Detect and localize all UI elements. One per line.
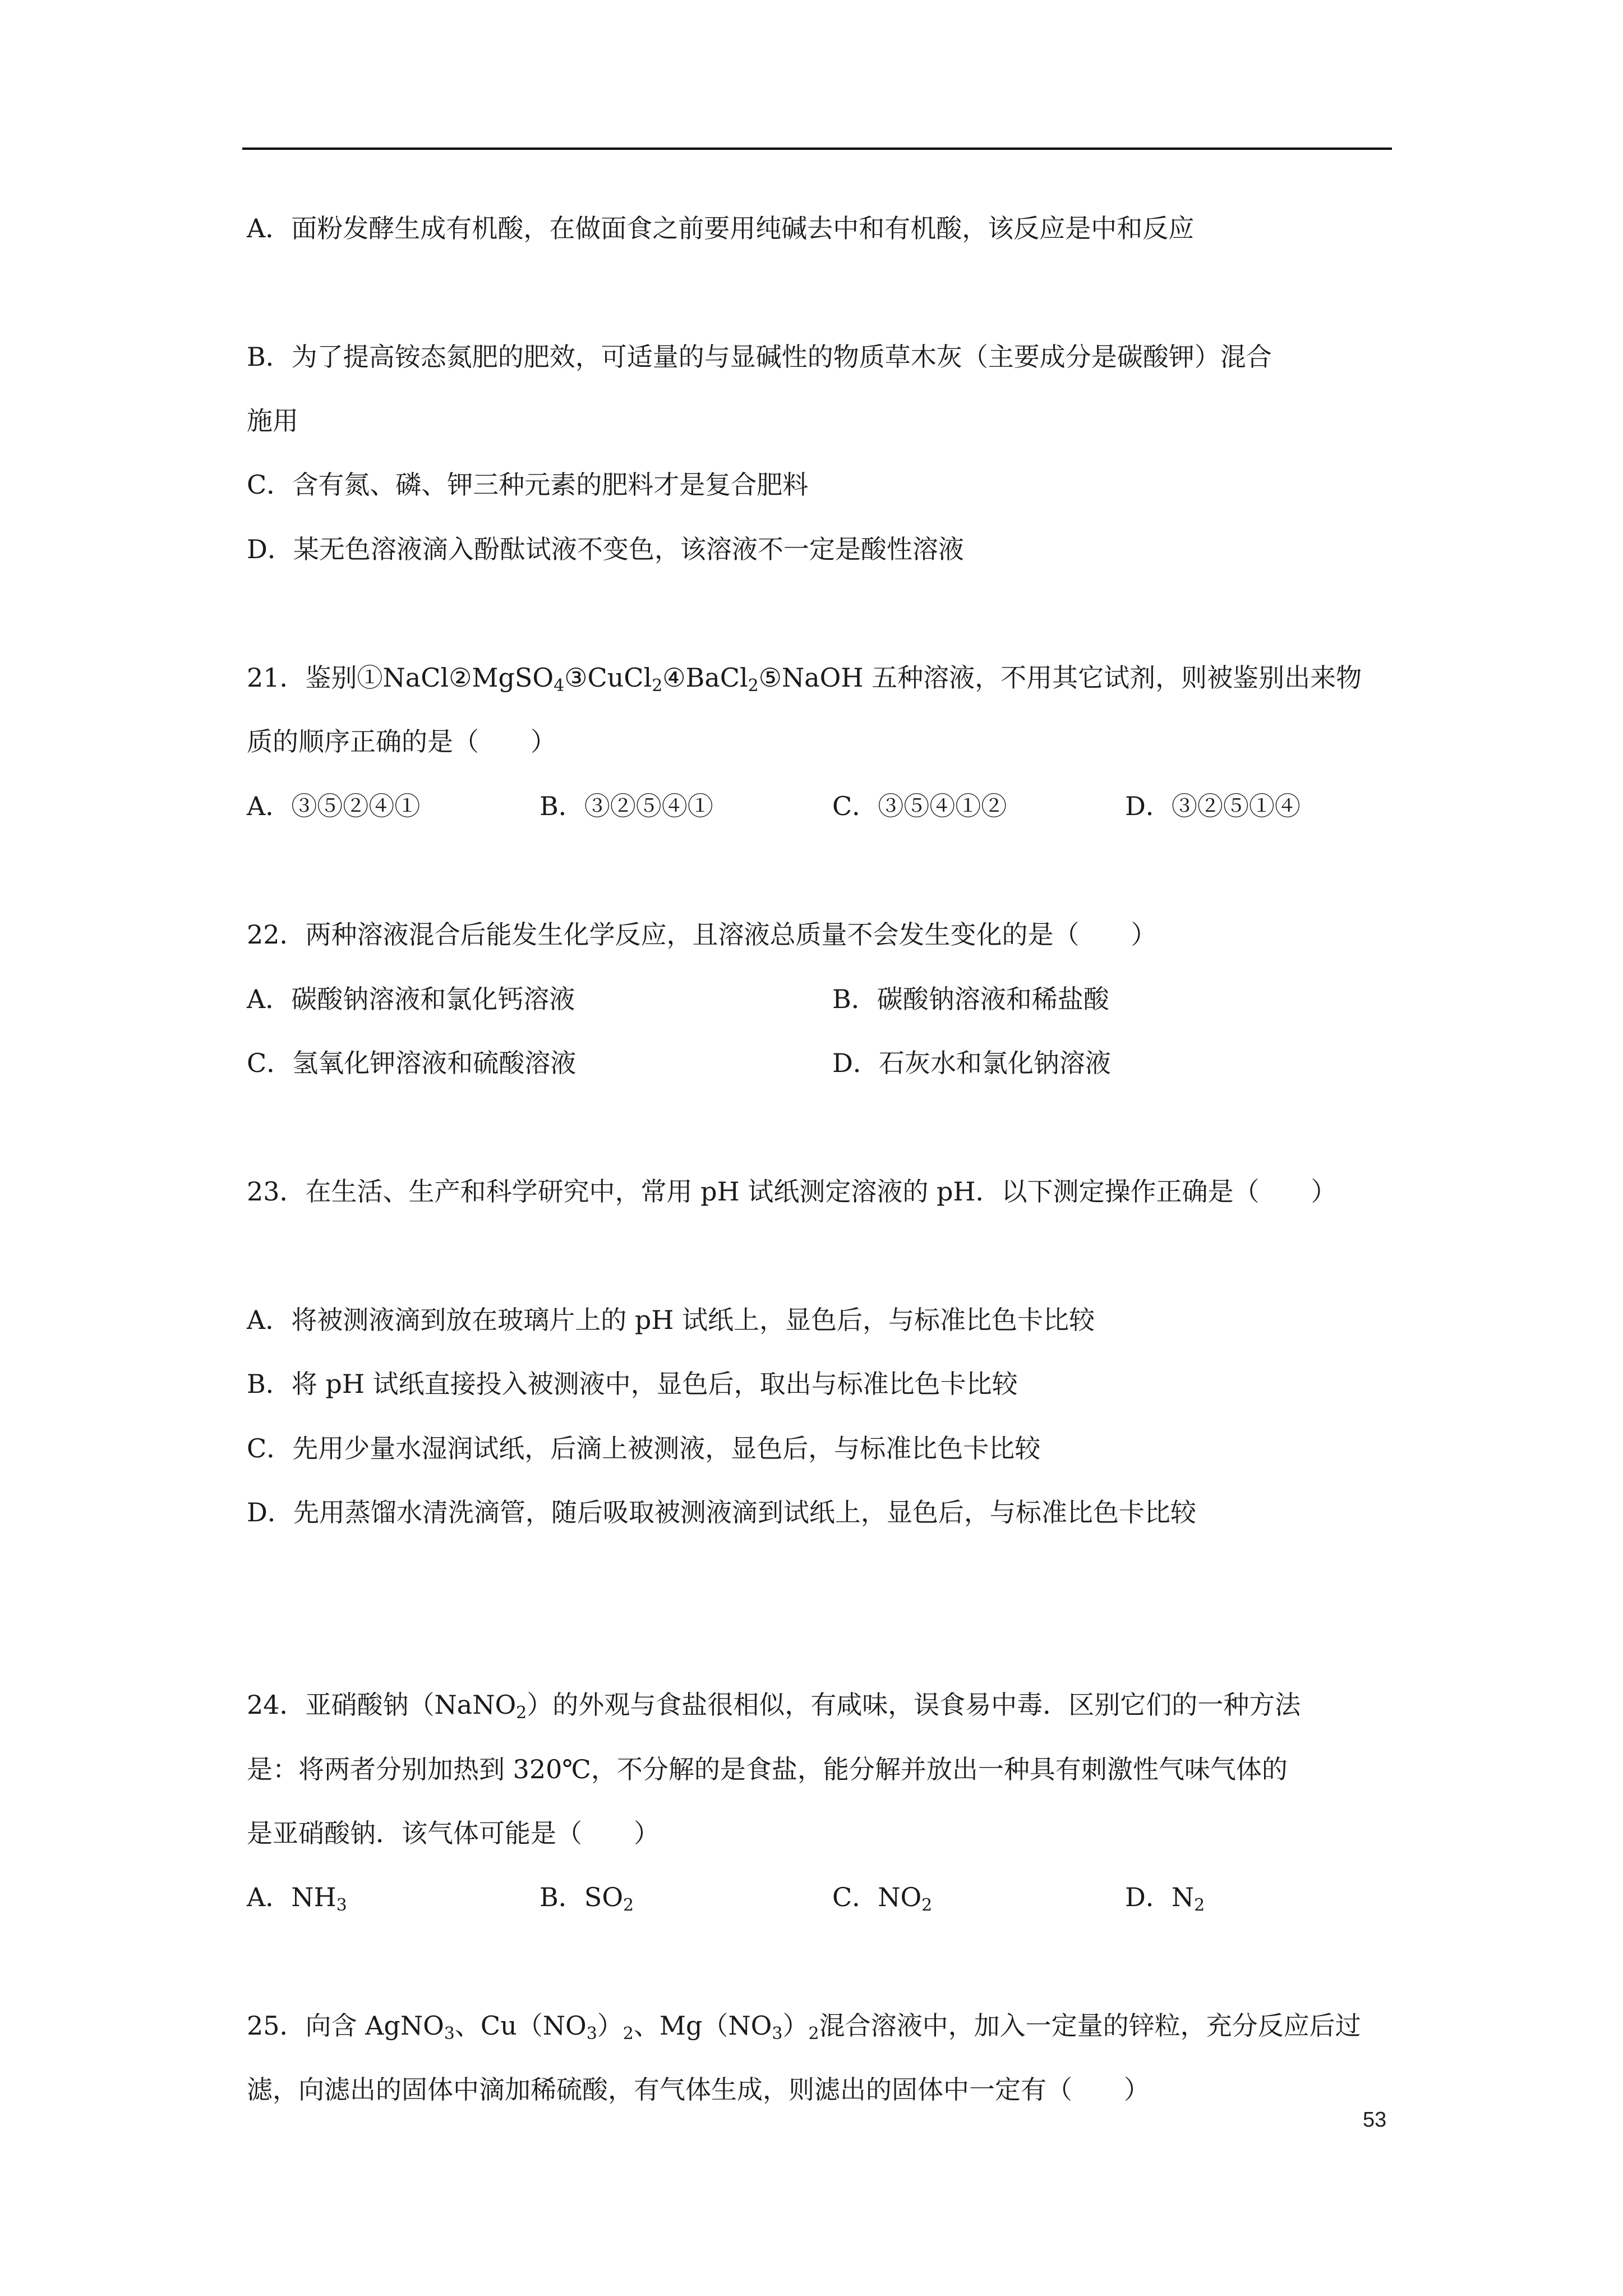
page-number: 53 (1363, 2108, 1387, 2132)
q21-option-d: D．③②⑤①④ (1125, 791, 1301, 821)
q23-stem: 23．在生活、生产和科学研究中，常用 pH 试纸测定溶液的 pH．以下测定操作正确是（ ） (247, 1176, 1337, 1207)
q24-option-d: D．$N_2$ (1125, 1882, 1205, 1915)
q23-option-c: C．先用少量水湿润试纸，后滴上被测液，显色后，与标准比色卡比较 (247, 1433, 1041, 1464)
q24-option-c: C．$NO_2$ (832, 1882, 933, 1915)
q22-option-c: C．氢氧化钾溶液和硫酸溶液 (247, 1048, 577, 1078)
q24-stem-line2: 是：将两者分别加热到 320℃，不分解的是食盐，能分解并放出一种具有刺激性气味气体的 (247, 1754, 1288, 1784)
q21-option-c: C．③⑤④①② (832, 791, 1007, 821)
q25-stem-line2: 滤，向滤出的固体中滴加稀硫酸，有气体生成，则滤出的固体中一定有（ ） (247, 2074, 1150, 2105)
q22-option-a: A．碳酸钠溶液和氯化钙溶液 (247, 984, 575, 1014)
prev-option-a: A．面粉发酵生成有机酸，在做面食之前要用纯碱去中和有机酸，该反应是中和反应 (247, 213, 1195, 243)
prev-option-b-line1: B．为了提高铵态氮肥的肥效，可适量的与显碱性的物质草木灰（主要成分是碳酸钾）混合 (247, 342, 1272, 372)
q23-option-b: B．将 pH 试纸直接投入被测液中，显色后，取出与标准比色卡比较 (247, 1369, 1018, 1399)
q24-stem-line3: 是亚硝酸钠．该气体可能是（ ） (247, 1818, 660, 1848)
q22-option-d: D．石灰水和氯化钠溶液 (832, 1048, 1111, 1078)
prev-option-c: C．含有氮、磷、钾三种元素的肥料才是复合肥料 (247, 470, 809, 500)
q22-option-b: B．碳酸钠溶液和稀盐酸 (832, 984, 1109, 1014)
q21-option-b: B．③②⑤④① (540, 791, 713, 821)
header-rule (242, 148, 1392, 150)
q21-option-a: A．③⑤②④① (247, 791, 421, 821)
q24-option-a: A．$NH_3$ (247, 1882, 347, 1915)
q25-stem-line1: 25．向含 AgNO$_3$、$Cu(NO_3)_2$、$Mg(NO_3)_2$混合溶液中，加入一定量的锌粒，充分反应后过 (247, 2010, 1361, 2044)
prev-option-b-line2: 施用 (247, 406, 298, 436)
q21-stem-line1: 21．鉴别①NaCl②MgSO$_4$③CuCl$_2$④BaCl$_2$⑤NaOH 五种溶液，不用其它试剂，则被鉴别出来物 (247, 662, 1362, 696)
q23-option-d: D．先用蒸馏水清洗滴管，随后吸取被测液滴到试纸上，显色后，与标准比色卡比较 (247, 1497, 1196, 1527)
q22-stem: 22．两种溶液混合后能发生化学反应，且溶液总质量不会发生变化的是（ ） (247, 919, 1157, 950)
q21-stem-line2: 质的顺序正确的是（ ） (247, 726, 556, 757)
q24-stem-line1: 24．亚硝酸钠（NaNO$_2$）的外观与食盐很相似，有咸味，误食易中毒．区别它们的一种方法 (247, 1690, 1301, 1723)
prev-option-d: D．某无色溶液滴入酚酞试液不变色，该溶液不一定是酸性溶液 (247, 534, 964, 564)
q24-option-b: B．$SO_2$ (540, 1882, 634, 1915)
q23-option-a: A．将被测液滴到放在玻璃片上的 pH 试纸上，显色后，与标准比色卡比较 (247, 1305, 1095, 1335)
